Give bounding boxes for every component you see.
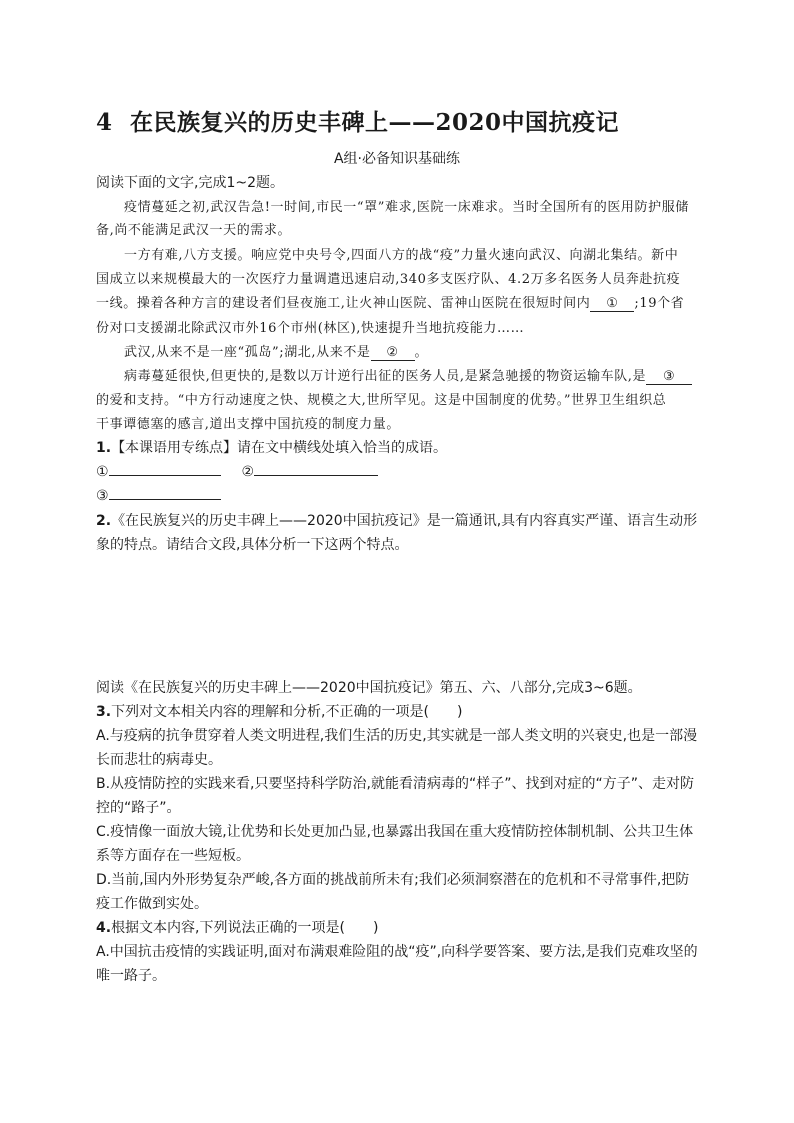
question-text: 下列对文本相关内容的理解和分析,不正确的一项是( ) (111, 704, 463, 720)
reading-instruction-1: 阅读下面的文字,完成1~2题。 (96, 175, 284, 191)
question-1 (96, 437, 447, 457)
option-b-cont: 控的“路子”。 (96, 800, 181, 816)
question-text: 《在民族复兴的历史丰碑上——2020中国抗疫记》是一篇通讯,具有内容真实严谨、语言生动形 (111, 513, 698, 529)
answer-line-3[interactable] (109, 485, 221, 500)
answer-line-2[interactable] (254, 461, 378, 476)
question-number: 2. (96, 513, 112, 529)
lesson-number: 4 (96, 109, 113, 136)
question-2 (96, 510, 697, 530)
option-a-cont: 长而悲壮的病毒史。 (96, 752, 222, 768)
question-3 (96, 701, 462, 721)
passage-line: 一方有难,八方支援。响应党中央号令,四面八方的战“疫”力量火速向武汉、向湖北集结。新中 (124, 248, 679, 263)
passage-line (124, 341, 428, 361)
lesson-title (96, 104, 619, 137)
passage-text: 。 (414, 345, 429, 360)
option-b: B.从疫情防控的实践来看,只要坚持科学防治,就能看清病毒的“样子”、找到对症的“方子”、走对防 (96, 776, 694, 792)
answer-row (96, 485, 221, 504)
option-a-cont: 唯一路子。 (96, 968, 166, 984)
passage-line: 干事谭德塞的感言,道出支撑中国抗疫的制度力量。 (96, 417, 400, 432)
answer-row (96, 461, 378, 480)
fill-blank-3: ③ (646, 369, 692, 385)
option-a: A.与疫病的抗争贯穿着人类文明进程,我们生活的历史,其实就是一部人类文明的兴衰史,也是一部漫 (96, 728, 698, 744)
question-text: 【本课语用专练点】请在文中横线处填入恰当的成语。 (111, 440, 448, 456)
passage-text: ;19个省 (634, 296, 685, 311)
passage-line (124, 365, 692, 385)
passage-line: 份对口支援湖北除武汉市外16个市州(林区),快速提升当地抗疫能力…… (96, 321, 525, 336)
fill-blank-2: ② (371, 345, 415, 361)
question-4 (96, 917, 378, 937)
passage-line: 疫情蔓延之初,武汉告急!一时间,市民一“罩”难求,医院一床难求。当时全国所有的医用防护服储 (124, 200, 689, 215)
answer-line-1[interactable] (109, 461, 221, 476)
question-number: 4. (96, 920, 112, 936)
option-a: A.中国抗击疫情的实践证明,面对布满艰难险阻的战“疫”,向科学要答案、要方法,是我们克难攻坚的 (96, 944, 698, 960)
passage-line: 备,尚不能满足武汉一天的需求。 (96, 223, 292, 238)
question-text-line: 象的特点。请结合文段,具体分析一下这两个特点。 (96, 537, 409, 553)
lesson-title-text: 在民族复兴的历史丰碑上——2020中国抗疫记 (130, 109, 620, 136)
answer-label-3: ③ (96, 488, 109, 504)
passage-line: 国成立以来规模最大的一次医疗力量调遣迅速启动,340多支医疗队、4.2万多名医务人员奔赴抗疫 (96, 272, 681, 287)
answer-label-2: ② (241, 464, 255, 480)
option-c: C.疫情像一面放大镜,让优势和长处更加凸显,也暴露出我国在重大疫情防控体制机制、公共卫生体 (96, 824, 694, 840)
option-d-cont: 疫工作做到实处。 (96, 896, 208, 912)
passage-text: 一线。操着各种方言的建设者们昼夜施工,让火神山医院、雷神山医院在很短时间内 (96, 296, 591, 311)
fill-blank-1: ① (590, 296, 634, 312)
question-number: 1. (96, 440, 112, 456)
option-d: D.当前,国内外形势复杂严峻,各方面的挑战前所未有;我们必须洞察潜在的危机和不寻常事件,把防 (96, 872, 690, 888)
passage-line (96, 292, 684, 312)
answer-label-1: ① (96, 464, 109, 480)
question-number: 3. (96, 704, 112, 720)
passage-text: 病毒蔓延很快,但更快的,是数以万计逆行出征的医务人员,是紧急驰援的物资运输车队,是 (124, 369, 647, 384)
passage-line: 的爱和支持。“中方行动速度之快、规模之大,世所罕见。这是中国制度的优势。”世界卫生组织总 (96, 393, 667, 408)
option-c-cont: 系等方面存在一些短板。 (96, 848, 250, 864)
question-text: 根据文本内容,下列说法正确的一项是( ) (111, 920, 379, 936)
section-subtitle: A组·必备知识基础练 (333, 151, 461, 167)
reading-instruction-2: 阅读《在民族复兴的历史丰碑上——2020中国抗疫记》第五、六、八部分,完成3~6题。 (96, 680, 642, 696)
passage-text: 武汉,从来不是一座“孤岛”;湖北,从来不是 (124, 345, 371, 360)
